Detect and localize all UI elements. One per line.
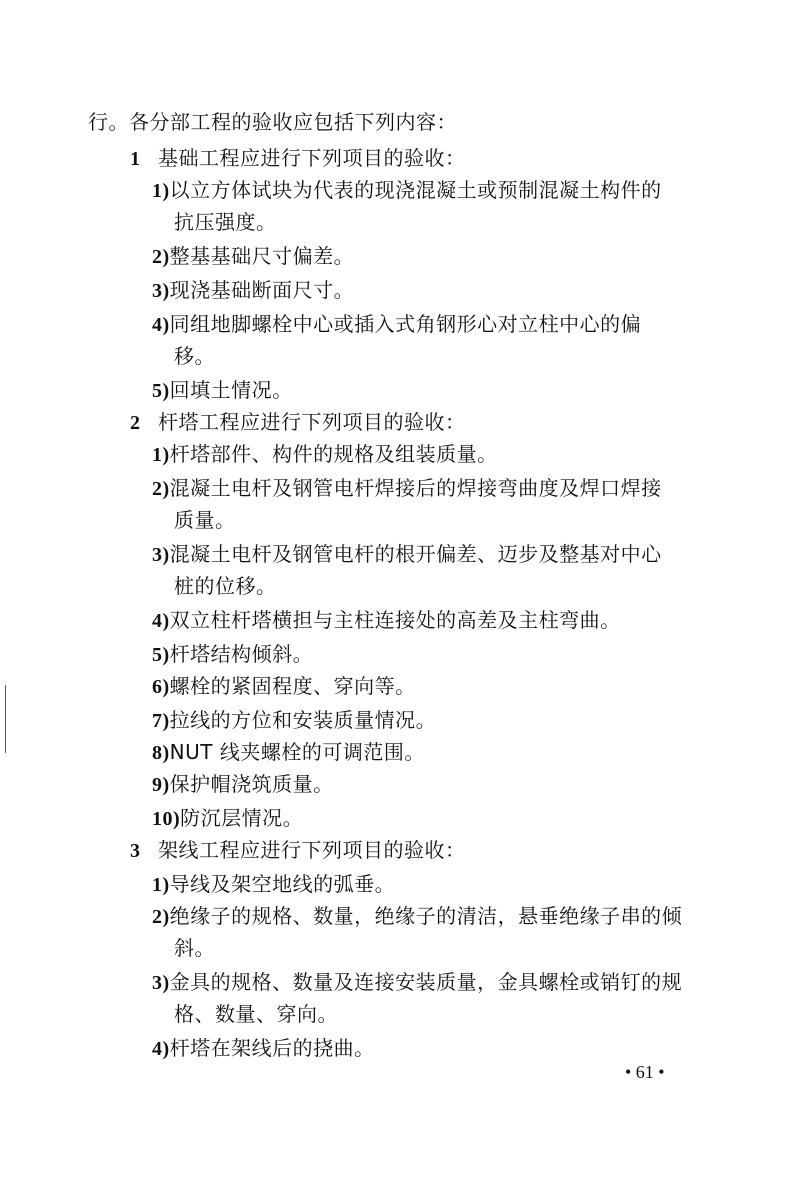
item-text: 杆塔在架线后的挠曲。 — [169, 1036, 375, 1060]
item-text: 保护帽浇筑质量。 — [169, 772, 334, 796]
item-marker: 5) — [152, 380, 170, 402]
list-item — [152, 1036, 375, 1061]
intro-line — [88, 110, 457, 134]
section-heading — [130, 410, 466, 435]
list-item — [152, 178, 662, 203]
list-item — [152, 312, 641, 337]
section-heading — [130, 146, 466, 171]
list-item — [152, 708, 436, 733]
item-text: 整基基础尺寸偏差。 — [169, 244, 355, 268]
list-item-continuation — [174, 508, 236, 532]
list-item — [152, 378, 293, 403]
list-item — [152, 442, 498, 467]
margin-mark — [5, 685, 6, 753]
item-marker: 4) — [152, 610, 170, 632]
item-marker: 6) — [152, 676, 170, 698]
list-item-continuation — [174, 936, 215, 960]
item-marker: 2) — [152, 906, 170, 928]
item-marker: 4) — [152, 314, 170, 336]
item-marker: 4) — [152, 1038, 170, 1060]
section-heading-text: 杆塔工程应进行下列项目的验收： — [158, 410, 466, 434]
item-marker: 5) — [152, 644, 170, 666]
list-item — [152, 608, 621, 633]
list-item — [152, 476, 662, 501]
item-marker: 3) — [152, 972, 170, 994]
list-item-continuation — [174, 1002, 338, 1026]
item-text: 以立方体试块为代表的现浇混凝土或预制混凝土构件的 — [169, 178, 662, 202]
item-text: 混凝土电杆及钢管电杆的根开偏差、迈步及整基对中心 — [169, 542, 662, 566]
list-item-continuation — [174, 210, 277, 234]
section-heading-text: 基础工程应进行下列项目的验收： — [158, 146, 466, 170]
section-number: 3 — [130, 840, 141, 862]
section-number: 2 — [130, 412, 141, 434]
section-number: 1 — [130, 148, 141, 170]
section-heading-text: 架线工程应进行下列项目的验收： — [158, 838, 466, 862]
list-item — [152, 904, 682, 929]
list-item-continuation — [174, 344, 215, 368]
list-item — [152, 772, 334, 797]
item-text: 质量。 — [174, 508, 236, 532]
item-text: 现浇基础断面尺寸。 — [169, 278, 355, 302]
item-marker: 2) — [152, 478, 170, 500]
item-text: 杆塔部件、构件的规格及组装质量。 — [169, 442, 498, 466]
section-heading — [130, 838, 466, 863]
list-item — [152, 806, 303, 831]
item-text: 斜。 — [174, 936, 215, 960]
list-item — [152, 674, 416, 699]
item-text: 防沉层情况。 — [180, 806, 304, 830]
item-marker: 9) — [152, 774, 170, 796]
item-text: 混凝土电杆及钢管电杆焊接后的焊接弯曲度及焊口焊接 — [169, 476, 662, 500]
item-text: 导线及架空地线的弧垂。 — [169, 872, 396, 896]
list-item — [152, 642, 313, 667]
item-text: 桩的位移。 — [174, 574, 277, 598]
item-text: 金具的规格、数量及连接安装质量，金具螺栓或销钉的规 — [169, 970, 683, 994]
item-text: 移。 — [174, 344, 215, 368]
list-item — [152, 872, 395, 897]
list-item — [152, 244, 354, 269]
item-text: NUT 线夹螺栓的可调范围。 — [169, 740, 425, 764]
item-marker: 10) — [152, 808, 181, 830]
item-marker: 1) — [152, 874, 170, 896]
item-marker: 3) — [152, 280, 170, 302]
item-text: 回填土情况。 — [169, 378, 293, 402]
page-number: • 61 • — [625, 1062, 665, 1082]
list-item-continuation — [174, 574, 277, 598]
item-text: 双立柱杆塔横担与主柱连接处的高差及主柱弯曲。 — [169, 608, 621, 632]
intro-text: 行。各分部工程的验收应包括下列内容： — [88, 110, 457, 134]
item-marker: 3) — [152, 544, 170, 566]
list-item — [152, 970, 682, 995]
item-text: 杆塔结构倾斜。 — [169, 642, 314, 666]
item-text: 绝缘子的规格、数量，绝缘子的清洁，悬垂绝缘子串的倾 — [169, 904, 683, 928]
item-marker: 7) — [152, 710, 170, 732]
item-marker: 1) — [152, 444, 170, 466]
list-item — [152, 278, 354, 303]
item-text: 螺栓的紧固程度、穿向等。 — [169, 674, 416, 698]
item-marker: 1) — [152, 180, 170, 202]
item-text: 抗压强度。 — [174, 210, 277, 234]
item-text: 拉线的方位和安装质量情况。 — [169, 708, 437, 732]
item-marker: 2) — [152, 246, 170, 268]
item-text: 格、数量、穿向。 — [174, 1002, 338, 1026]
item-marker: 8) — [152, 742, 170, 764]
item-text: 同组地脚螺栓中心或插入式角钢形心对立柱中心的偏 — [169, 312, 642, 336]
list-item — [152, 542, 662, 567]
list-item — [152, 740, 425, 765]
